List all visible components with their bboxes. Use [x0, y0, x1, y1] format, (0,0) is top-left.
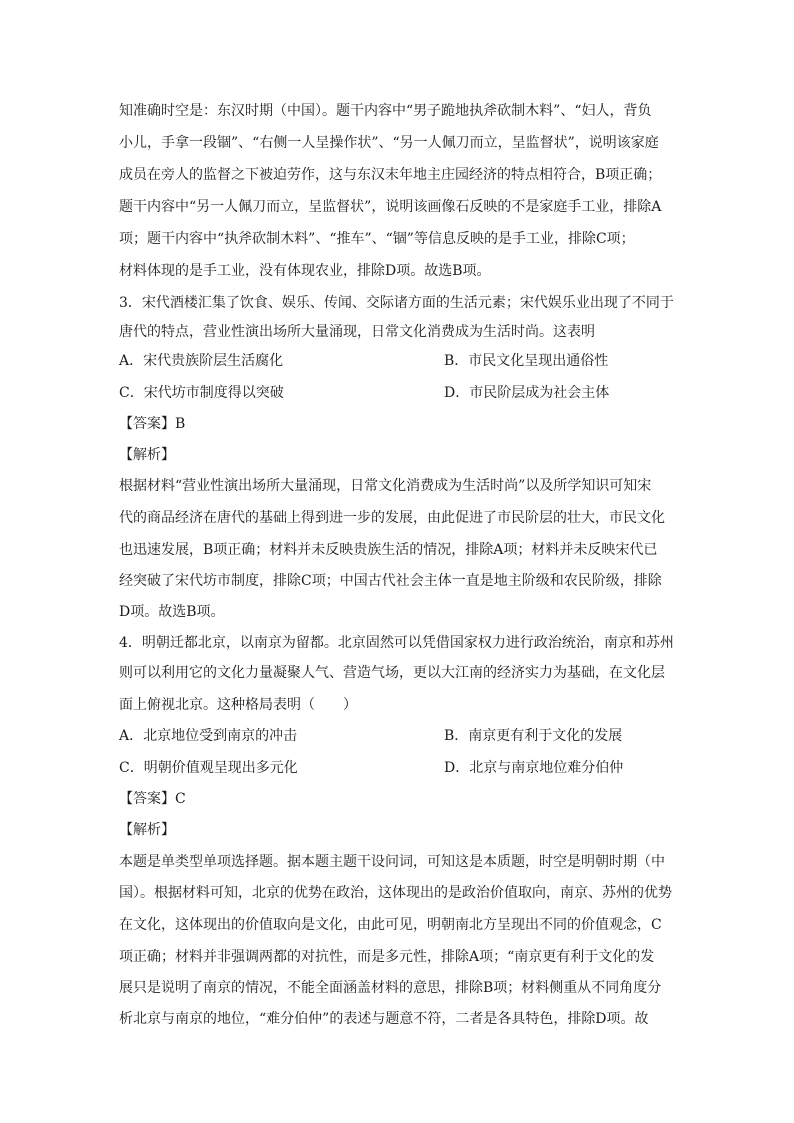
intro-line-5: 项；题干内容中“执斧砍制木料”、“推车”、“锢”等信息反映的是手工业，排除C项； — [119, 231, 635, 247]
q3-analysis-line-1: 根据材料“营业性演出场所大量涌现，日常文化消费成为生活时尚”以及所学知识可知宋 — [119, 478, 652, 494]
intro-line-1: 知准确时空是：东汉时期（中国）。题干内容中“男子跪地执斧砍制木料”、“妇人，背负 — [119, 103, 652, 119]
q3-stem-line-1: 3．宋代酒楼汇集了饮食、娱乐、传闻、交际诸方面的生活元素；宋代娱乐业出现了不同于 — [119, 295, 674, 311]
q3-analysis-line-4: 经突破了宋代坊市制度，排除C项；中国古代社会主体一直是地主阶级和农民阶级，排除 — [119, 573, 662, 589]
q4-stem-line-3: 面上俯视北京。这种格局表明（ ） — [119, 697, 357, 713]
q4-analysis-line-6: 析北京与南京的地位，“难分伯仲”的表述与题意不符，二者是各具特色，排除D项。故 — [119, 1011, 649, 1027]
q4-answer: 【答案】C — [119, 791, 186, 807]
q4-option-d: D．北京与南京地位难分伯仲 — [444, 760, 624, 776]
q4-option-b: B．南京更有利于文化的发展 — [444, 728, 623, 744]
q4-analysis-line-1: 本题是单类型单项选择题。据本题主题干设问词，可知这是本质题，时空是明朝时期（中 — [119, 854, 665, 870]
q3-analysis-line-3: 也迅速发展，B项正确；材料并未反映贵族生活的情况，排除A项；材料并未反映宋代已 — [119, 542, 658, 558]
intro-line-4: 题干内容中“另一人佩刀而立，呈监督状”，说明该画像石反映的不是家庭手工业，排除A — [119, 199, 662, 215]
q4-stem-line-2: 则可以利用它的文化力量凝聚人气、营造气场，更以大江南的经济实力为基础，在文化层 — [119, 665, 665, 681]
q3-option-a: A．宋代贵族阶层生活腐化 — [119, 353, 284, 369]
q4-analysis-line-4: 项正确；材料并非强调两都的对抗性，而是多元性，排除A项；“南京更有利于文化的发 — [119, 949, 655, 965]
q4-analysis-line-3: 在文化，这体现出的价值取向是文化，由此可见，明朝南北方呈现出不同的价值观念，C — [119, 917, 662, 933]
q4-analysis-line-2: 国）。根据材料可知，北京的优势在政治，这体现出的是政治价值取向，南京、苏州的优势 — [119, 885, 672, 901]
q3-stem-line-2: 唐代的特点，营业性演出场所大量涌现，日常文化消费成为生活时尚。这表明 — [119, 324, 595, 340]
q4-option-c: C．明朝价值观呈现出多元化 — [119, 760, 298, 776]
intro-line-3: 成员在旁人的监督之下被迫劳作，这与东汉末年地主庄园经济的特点相符合，B项正确； — [119, 167, 662, 183]
q4-analysis-title: 【解析】 — [119, 822, 175, 838]
intro-line-6: 材料体现的是手工业，没有体现农业，排除D项。故选B项。 — [119, 263, 491, 279]
intro-line-2: 小儿，手拿一段锢”、“右侧一人呈操作状”、“另一人佩刀而立，呈监督状”，说明该家庭 — [119, 135, 659, 151]
q3-analysis-line-5: D项。故选B项。 — [119, 604, 225, 620]
q3-answer: 【答案】B — [119, 416, 186, 432]
q4-analysis-line-5: 展只是说明了南京的情况，不能全面涵盖材料的意思，排除B项；材料侧重从不同角度分 — [119, 980, 662, 996]
q3-option-b: B．市民文化呈现出通俗性 — [444, 353, 609, 369]
q4-option-a: A．北京地位受到南京的冲击 — [119, 728, 298, 744]
q3-analysis-line-2: 代的商品经济在唐代的基础上得到进一步的发展，由此促进了市民阶层的壮大，市民文化 — [119, 510, 665, 526]
q3-analysis-title: 【解析】 — [119, 447, 175, 463]
q4-stem-line-1: 4．明朝迁都北京，以南京为留都。北京固然可以凭借国家权力进行政治统治，南京和苏州 — [119, 635, 674, 651]
q3-option-c: C．宋代坊市制度得以突破 — [119, 385, 284, 401]
q3-option-d: D．市民阶层成为社会主体 — [444, 385, 610, 401]
